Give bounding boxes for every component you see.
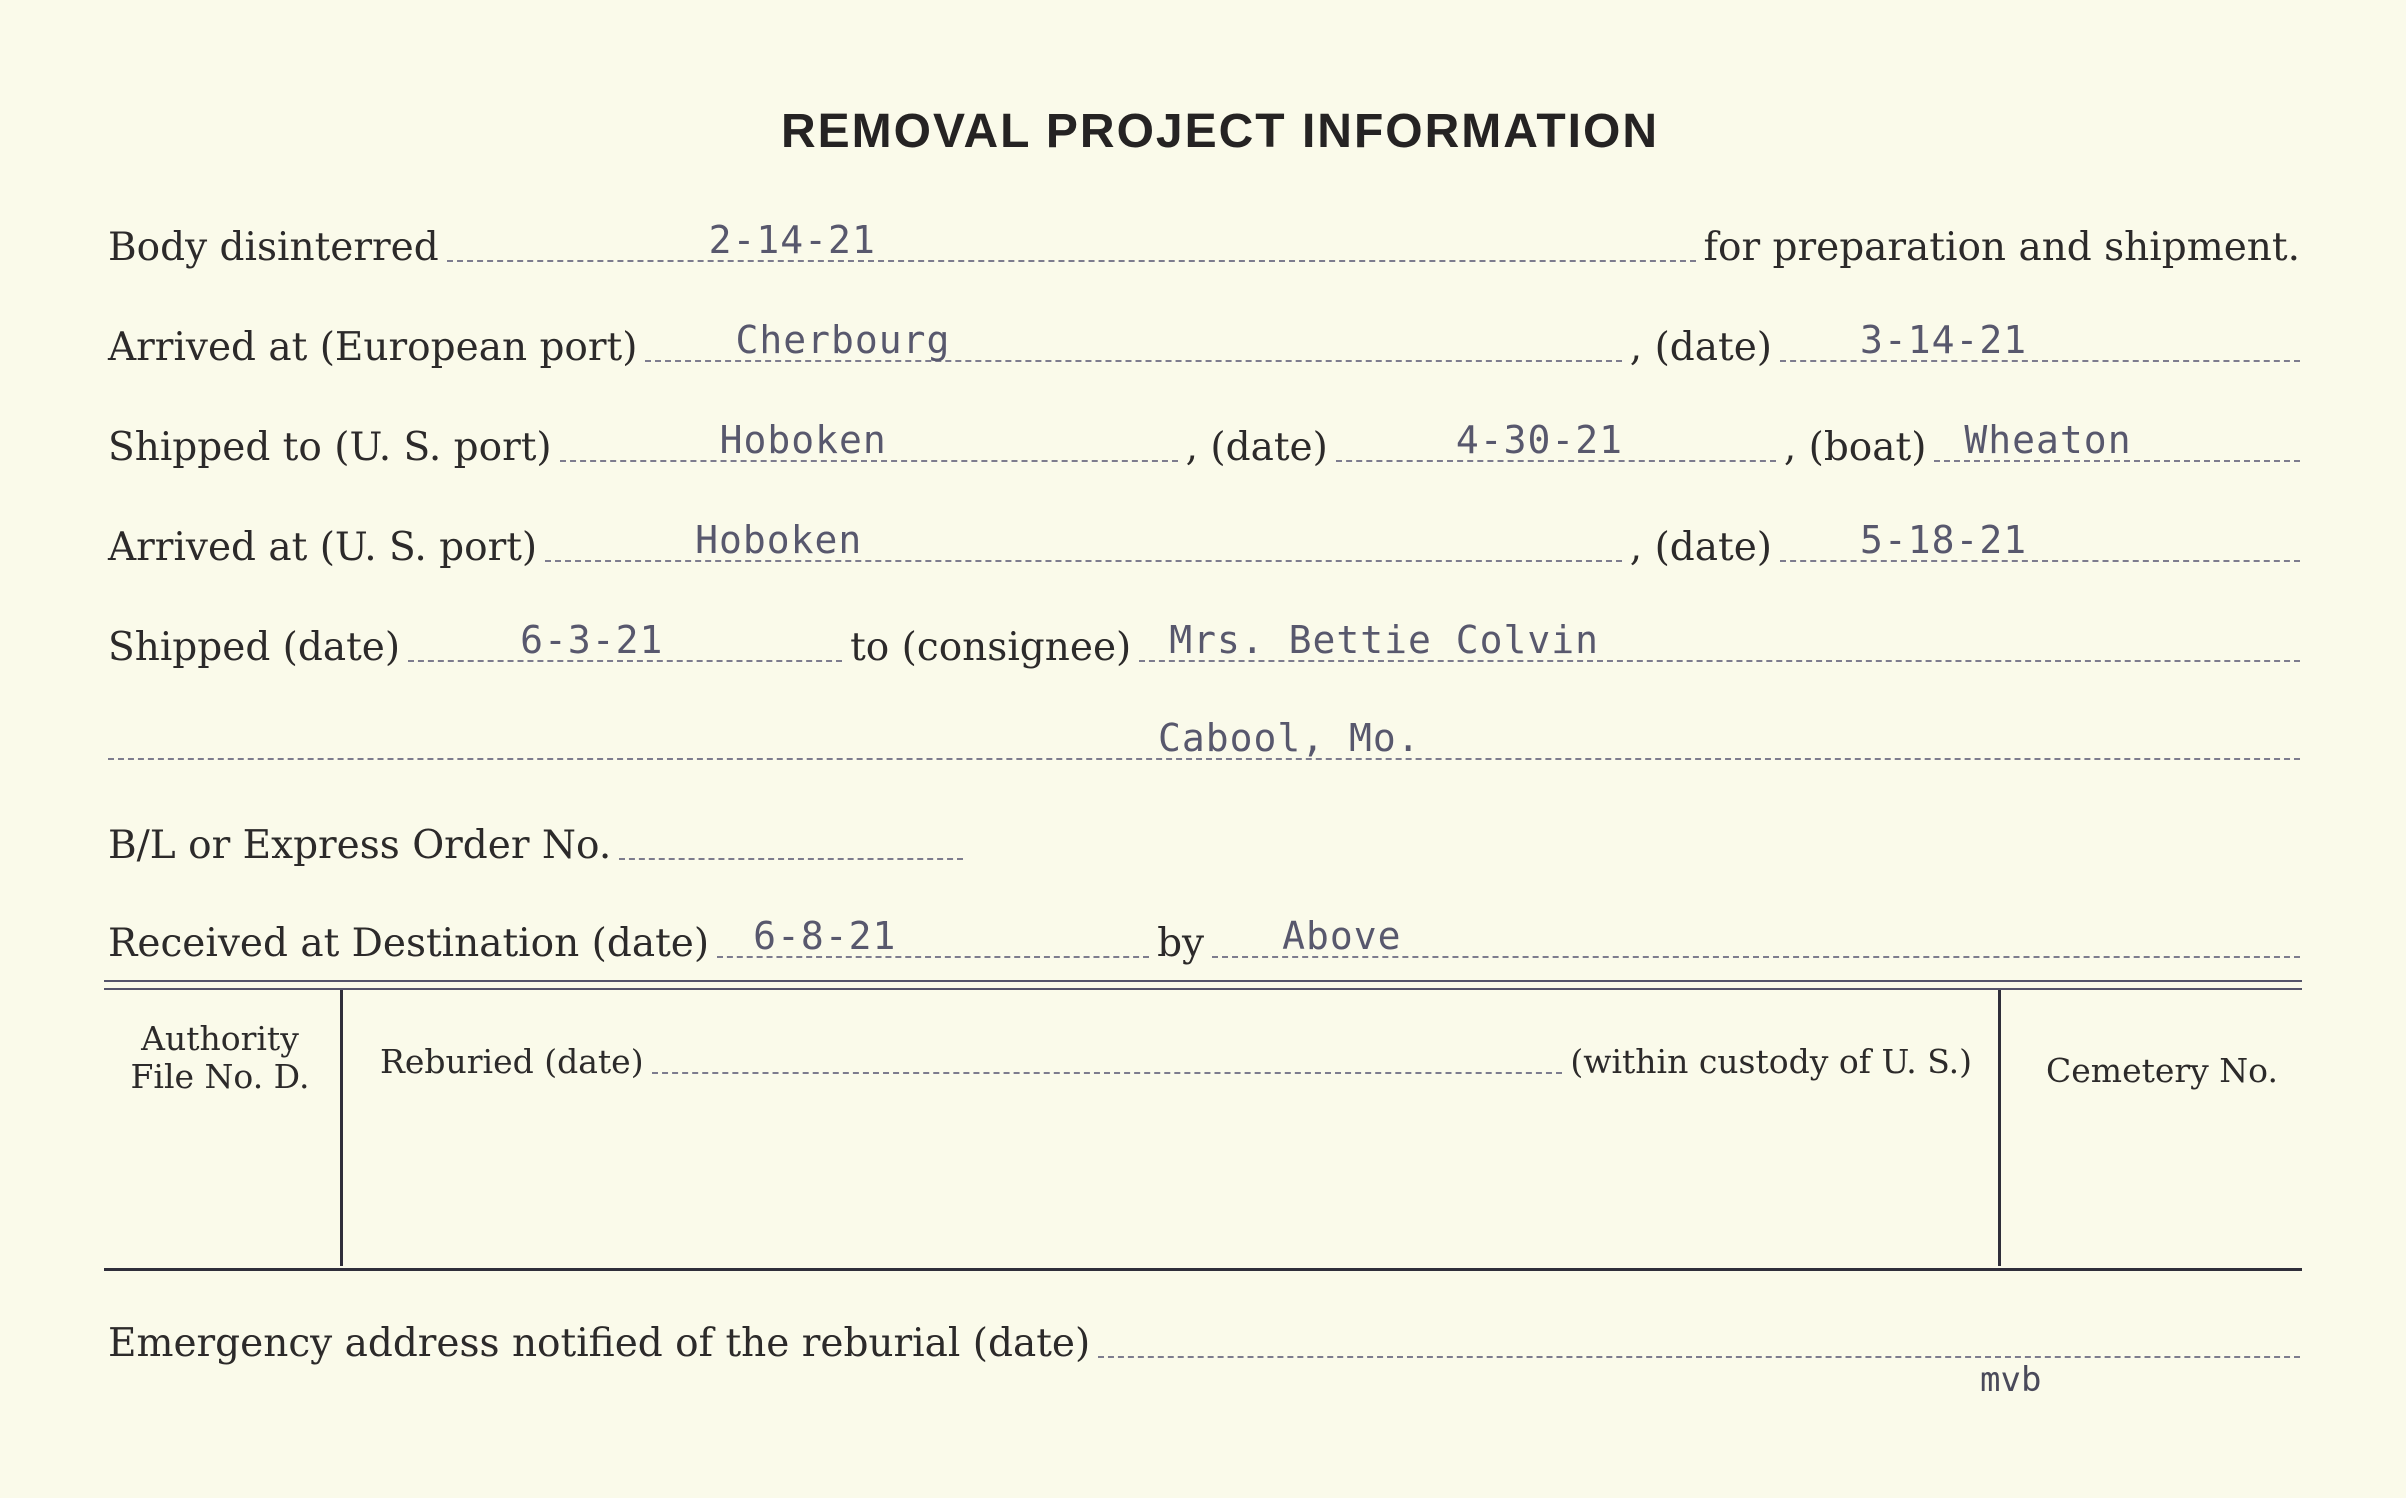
value-us-port-shipped: Hoboken [719, 418, 887, 463]
row-bl-order [104, 808, 2304, 868]
field-shipped-date[interactable] [408, 612, 842, 662]
row-body-disinterred [104, 210, 2304, 270]
field-boat[interactable] [1934, 412, 2300, 462]
value-received-date: 6-8-21 [753, 914, 897, 959]
value-us-port-arrived: Hoboken [695, 518, 863, 563]
table-divider-left [340, 990, 343, 1266]
value-shipped-date: 6-3-21 [520, 618, 664, 663]
authority-label-line2: File No. D. [130, 1056, 310, 1096]
value-body-disinterred: 2-14-21 [708, 218, 876, 263]
field-european-port[interactable] [645, 312, 1621, 362]
authority-label-line1: Authority [141, 1019, 299, 1058]
label-reburied: Reburied (date) [380, 1041, 644, 1081]
label-boat: , (boat) [1783, 425, 1927, 471]
field-emergency-date[interactable] [1098, 1308, 2300, 1358]
label-arrived-us: Arrived at (U. S. port) [108, 525, 538, 571]
row-reburied [376, 1030, 1976, 1080]
field-body-disinterred[interactable] [447, 212, 1696, 262]
label-received: Received at Destination (date) [108, 921, 710, 967]
label-european-date: , (date) [1629, 325, 1772, 371]
cemetery-label: Cemetery No. [2046, 1051, 2278, 1090]
authority-label [120, 1020, 320, 1096]
row-arrived-us [104, 510, 2304, 570]
row-shipped-us [104, 410, 2304, 470]
field-shipped-us-date[interactable] [1336, 412, 1776, 462]
row-consignee-address [104, 708, 2304, 768]
label-arrived-us-date: , (date) [1629, 525, 1772, 571]
card-title: REMOVAL PROJECT INFORMATION [780, 105, 1659, 158]
value-boat: Wheaton [1964, 418, 2132, 463]
label-shipped-us-date: , (date) [1185, 425, 1328, 471]
field-arrived-us-date[interactable] [1780, 512, 2300, 562]
field-received-by[interactable] [1212, 908, 2300, 958]
value-european-port: Cherbourg [735, 318, 951, 363]
value-consignee-address: Cabool, Mo. [1158, 716, 1421, 761]
label-body-disinterred: Body disinterred [108, 225, 439, 271]
field-received-date[interactable] [717, 908, 1149, 958]
label-arrived-european: Arrived at (European port) [108, 325, 638, 371]
row-emergency [104, 1306, 2304, 1366]
field-consignee-address[interactable] [108, 710, 2300, 760]
label-preparation-shipment: for preparation and shipment. [1703, 225, 2300, 271]
table-top-rule [104, 980, 2302, 990]
field-us-port-arrived[interactable] [545, 512, 1622, 562]
row-arrived-european [104, 310, 2304, 370]
label-by: by [1157, 921, 1205, 967]
label-emergency: Emergency address notified of the reburial (date) [108, 1321, 1091, 1367]
label-consignee: to (consignee) [850, 625, 1132, 671]
row-received [104, 906, 2304, 966]
table-bottom-rule [104, 1268, 2302, 1271]
value-arrived-us-date: 5-18-21 [1860, 518, 2028, 563]
row-shipped [104, 610, 2304, 670]
value-european-date: 3-14-21 [1860, 318, 2028, 363]
field-reburied-date[interactable] [652, 1034, 1563, 1074]
label-shipped-us: Shipped to (U. S. port) [108, 425, 552, 471]
label-custody: (within custody of U. S.) [1570, 1041, 1972, 1081]
value-consignee: Mrs. Bettie Colvin [1169, 618, 1600, 663]
value-received-by: Above [1282, 914, 1402, 959]
field-european-date[interactable] [1780, 312, 2300, 362]
label-shipped-date: Shipped (date) [108, 625, 401, 671]
field-us-port-shipped[interactable] [560, 412, 1178, 462]
field-bl-order[interactable] [619, 810, 963, 860]
value-shipped-us-date: 4-30-21 [1455, 418, 1623, 463]
table-divider-right [1998, 990, 2001, 1266]
clerk-initials: mvb [1980, 1360, 2042, 1400]
label-bl-order: B/L or Express Order No. [108, 823, 612, 869]
field-consignee[interactable] [1139, 612, 2300, 662]
